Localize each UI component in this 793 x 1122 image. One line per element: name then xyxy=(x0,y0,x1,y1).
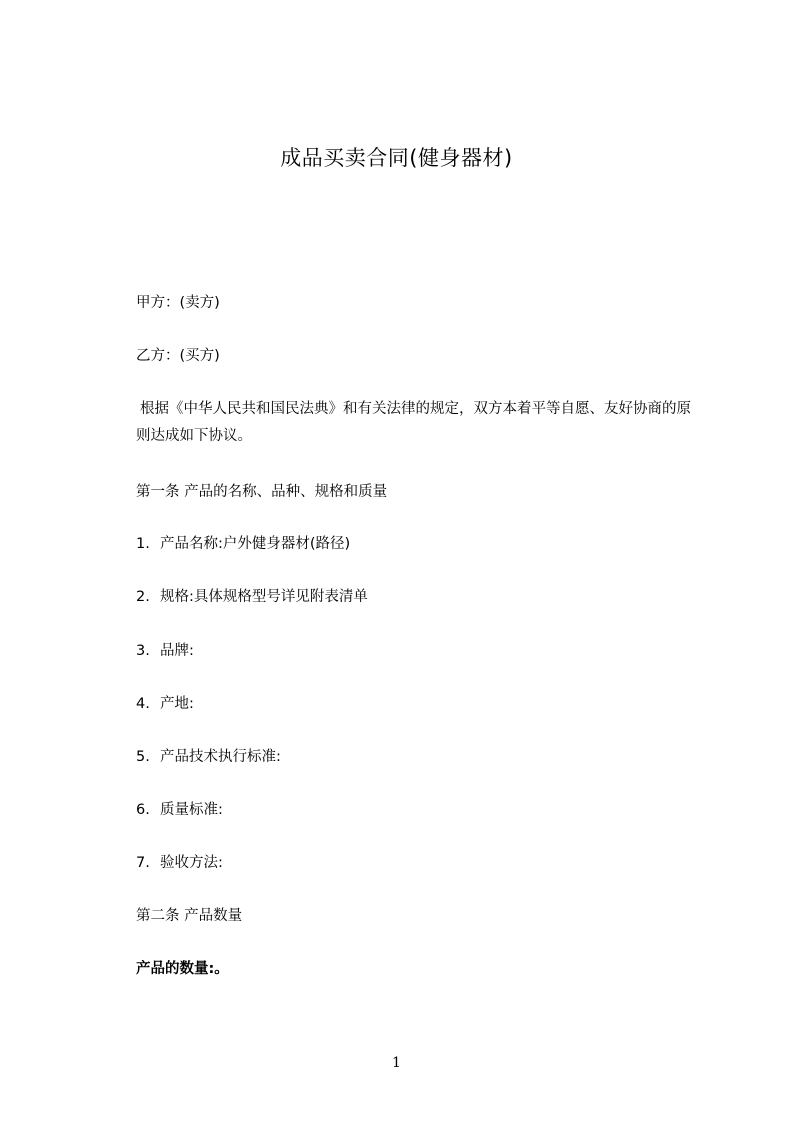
article-1-item xyxy=(136,745,281,766)
article-1-item xyxy=(136,798,223,819)
item-number: 5. xyxy=(136,749,150,765)
article-2-quantity: 产品的数量:。 xyxy=(136,961,229,977)
item-number: 7. xyxy=(136,855,150,871)
item-text: 验收方法: xyxy=(160,855,223,871)
party-a-line: 甲方：(卖方) xyxy=(136,295,220,311)
item-text: 产地: xyxy=(160,696,194,712)
item-text: 质量标准: xyxy=(160,802,223,818)
page-number: 1 xyxy=(392,1055,401,1071)
item-number: 4. xyxy=(136,696,150,712)
article-1-item xyxy=(136,692,194,713)
article-1-heading: 第一条 产品的名称、品种、规格和质量 xyxy=(136,484,388,500)
party-b-line: 乙方：(买方) xyxy=(136,348,220,364)
item-number: 6. xyxy=(136,802,150,818)
item-number: 2. xyxy=(136,589,150,605)
item-text: 产品名称:户外健身器材(路径) xyxy=(160,536,351,552)
preamble-paragraph: 根据《中华人民共和国民法典》和有关法律的规定，双方本着平等自愿、友好协商的原则达成如下协议。 xyxy=(136,401,691,444)
article-2-heading: 第二条 产品数量 xyxy=(136,908,243,924)
article-1-item xyxy=(136,585,368,606)
article-1-item xyxy=(136,639,194,660)
document-title: 成品买卖合同(健身器材) xyxy=(280,146,513,170)
article-1-item xyxy=(136,532,350,553)
item-text: 产品技术执行标准: xyxy=(160,749,281,765)
item-number: 1. xyxy=(136,536,150,552)
article-1-item xyxy=(136,851,223,872)
item-text: 品牌: xyxy=(160,643,194,659)
item-number: 3. xyxy=(136,643,150,659)
item-text: 规格:具体规格型号详见附表清单 xyxy=(160,589,368,605)
